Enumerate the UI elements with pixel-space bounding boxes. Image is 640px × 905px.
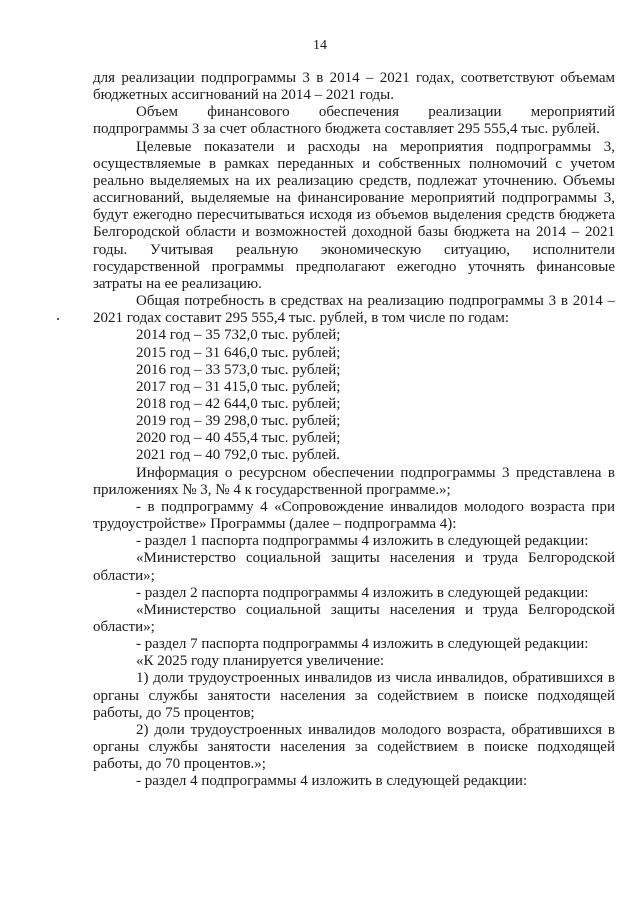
year-item: 2018 год – 42 644,0 тыс. рублей;	[136, 395, 341, 412]
paragraph-section-4: - раздел 4 подпрограммы 4 изложить в следующей редакции:	[136, 773, 528, 790]
year-item: 2015 год – 31 646,0 тыс. рублей;	[136, 344, 341, 361]
paragraph-plan: «К 2025 году планируется увеличение:	[136, 653, 385, 670]
paragraph-intro: для реализации подпрограммы 3 в 2014 – 2021 годах, соответствуют объемам бюджетных ассигнований на 2014 – 2021 годы.	[93, 70, 615, 104]
paragraph-volume-line1: Объем финансового обеспечения реализации мероприятий	[136, 104, 615, 121]
paragraph-section-7: - раздел 7 паспорта подпрограммы 4 изложить в следующей редакции:	[136, 636, 589, 653]
document-body	[93, 70, 615, 791]
paragraph-ministry-1: «Министерство социальной защиты населения и труда Белгородской области»;	[93, 550, 615, 584]
paragraph-total: Общая потребность в средствах на реализацию подпрограммы 3 в 2014 – 2021 годах составит 295 555,4 тыс. рублей, в том числе по годам:	[93, 293, 615, 327]
paragraph-targets: Целевые показатели и расходы на мероприятия подпрограммы 3, осуществляемые в рамках переданных и собственных полномочий с учетом реально выделяемых на их реализацию средств, подлежат уточнению. Объемы ассигнований, выделяемые на финансирование мероприятий подпрограммы 3, будут ежегодно пересчитываться исходя из объемов выделения средств бюджета Белгородской области и возможностей доходной базы бюджета на 2014 – 2021 годы. Учитывая реальную экономическую ситуацию, исполнители государственной программы предполагают ежегодно уточнять финансовые затраты на ее реализацию.	[93, 138, 615, 292]
year-item: 2020 год – 40 455,4 тыс. рублей;	[136, 430, 341, 447]
margin-dot	[57, 318, 59, 320]
paragraph-item-1: 1) доли трудоустроенных инвалидов из числа инвалидов, обратившихся в органы службы занятости населения за содействием в поиске подходящей работы, до 75 процентов;	[93, 670, 615, 721]
paragraph-subprogram-4: - в подпрограмму 4 «Сопровождение инвалидов молодого возраста при трудоустройстве» Программы (далее – подпрограмма 4):	[93, 498, 615, 533]
year-item: 2021 год – 40 792,0 тыс. рублей.	[136, 447, 341, 464]
year-list	[93, 327, 615, 464]
page-number: 14	[313, 38, 327, 53]
year-item: 2014 год – 35 732,0 тыс. рублей;	[136, 327, 341, 344]
paragraph-volume-line2: подпрограммы 3 за счет областного бюджета составляет 295 555,4 тыс. рублей.	[93, 121, 600, 138]
paragraph-section-2: - раздел 2 паспорта подпрограммы 4 изложить в следующей редакции:	[136, 584, 589, 601]
paragraph-section-1: - раздел 1 паспорта подпрограммы 4 изложить в следующей редакции:	[136, 533, 589, 550]
paragraph-item-2: 2) доли трудоустроенных инвалидов молодого возраста, обратившихся в органы службы занятости населения за содействием в поиске подходящей работы, до 70 процентов.»;	[93, 721, 615, 773]
year-item: 2016 год – 33 573,0 тыс. рублей;	[136, 361, 341, 378]
paragraph-volume	[93, 104, 615, 138]
year-item: 2019 год – 39 298,0 тыс. рублей;	[136, 413, 341, 430]
paragraph-info: Информация о ресурсном обеспечении подпрограммы 3 представлена в приложениях № 3, № 4 к государственной программе.»;	[93, 464, 615, 498]
year-item: 2017 год – 31 415,0 тыс. рублей;	[136, 378, 341, 395]
paragraph-ministry-2: «Министерство социальной защиты населения и труда Белгородской области»;	[93, 601, 615, 635]
